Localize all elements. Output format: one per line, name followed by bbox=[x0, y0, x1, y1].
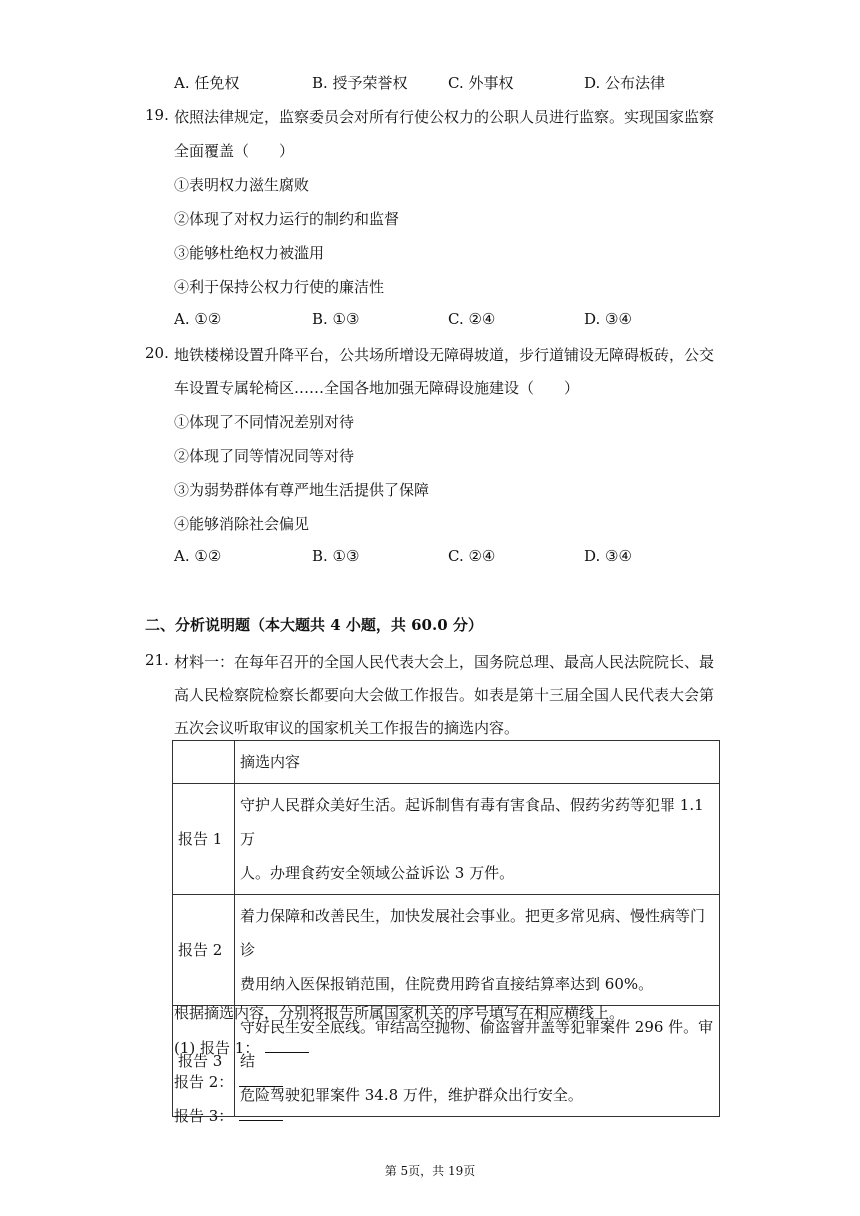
q20-option-b: B. ①③ bbox=[312, 547, 360, 565]
q19-item-4: ④利于保持公权力行使的廉洁性 bbox=[174, 278, 385, 296]
answer-label-3: 报告 3： bbox=[174, 1107, 234, 1125]
page-footer: 第 5页，共 19页 bbox=[384, 1164, 476, 1178]
table-header-cell bbox=[173, 741, 235, 784]
q20-item-4: ④能够消除社会偏见 bbox=[174, 515, 310, 533]
q19-item-1: ①表明权力滋生腐败 bbox=[174, 176, 310, 194]
section-heading: 二、分析说明题（本大题共 4 小题，共 60.0 分） bbox=[145, 616, 483, 634]
q18-option-c: C. 外事权 bbox=[448, 74, 514, 92]
row-label: 报告 3 bbox=[173, 1006, 235, 1117]
answer-blank-2[interactable] bbox=[239, 1072, 283, 1087]
row-label: 报告 2 bbox=[173, 895, 235, 1006]
report-table bbox=[172, 740, 720, 1117]
q18-option-b: B. 授予荣誉权 bbox=[312, 74, 408, 92]
answer-blank-1[interactable] bbox=[265, 1038, 309, 1053]
q20-option-c: C. ②④ bbox=[448, 547, 496, 565]
q19-option-d: D. ③④ bbox=[584, 310, 632, 328]
q20-option-a: A. ①② bbox=[174, 547, 222, 565]
table-header-row bbox=[173, 741, 720, 784]
q19-item-3: ③能够杜绝权力被滥用 bbox=[174, 244, 325, 262]
q20-item-2: ②体现了同等情况同等对待 bbox=[174, 447, 355, 465]
q20-stem-line2: 车设置专属轮椅区……全国各地加强无障碍设施建设（ ） bbox=[174, 379, 580, 397]
q21-material-line1: 材料一：在每年召开的全国人民代表大会上，国务院总理、最高人民法院院长、最 bbox=[174, 653, 715, 671]
q19-stem-line2: 全面覆盖（ ） bbox=[174, 142, 295, 160]
row-content-line: 费用纳入医保报销范围，住院费用跨省直接结算率达到 60%。 bbox=[240, 975, 654, 993]
q18-option-a: A. 任免权 bbox=[174, 74, 240, 92]
answer-label-2: 报告 2： bbox=[174, 1073, 234, 1091]
answer-blank-3[interactable] bbox=[239, 1106, 283, 1121]
q20-option-d: D. ③④ bbox=[584, 547, 632, 565]
row-content-line: 危险驾驶犯罪案件 34.8 万件，维护群众出行安全。 bbox=[240, 1086, 583, 1104]
row-label: 报告 1 bbox=[173, 784, 235, 895]
answer-line-3 bbox=[174, 1105, 283, 1126]
q20-number: 20. bbox=[145, 344, 169, 362]
row-content-line: 人。办理食药安全领域公益诉讼 3 万件。 bbox=[240, 864, 515, 882]
q20-item-3: ③为弱势群体有尊严地生活提供了保障 bbox=[174, 481, 430, 499]
q18-option-d: D. 公布法律 bbox=[584, 74, 666, 92]
row-content bbox=[235, 895, 720, 1006]
q20-item-1: ①体现了不同情况差别对待 bbox=[174, 413, 355, 431]
q19-option-b: B. ①③ bbox=[312, 310, 360, 328]
q19-options bbox=[174, 310, 632, 328]
table-row bbox=[173, 895, 720, 1006]
table-header-cell: 摘选内容 bbox=[235, 741, 720, 784]
row-content bbox=[235, 784, 720, 895]
q19-option-a: A. ①② bbox=[174, 310, 222, 328]
answer-line-1 bbox=[174, 1037, 309, 1058]
q21-instruction: 根据摘选内容，分别将报告所属国家机关的序号填写在相应横线上。 bbox=[174, 1004, 625, 1022]
row-content-line: 着力保障和改善民生，加快发展社会事业。把更多常见病、慢性病等门诊 bbox=[240, 907, 706, 959]
row-content-line: 守护人民群众美好生活。起诉制售有毒有害食品、假药劣药等犯罪 1.1 万 bbox=[240, 796, 704, 848]
q18-options bbox=[174, 72, 665, 93]
q21-material-line2: 高人民检察院检察长都要向大会做工作报告。如表是第十三届全国人民代表大会第 bbox=[174, 686, 715, 704]
q20-stem-line1: 地铁楼梯设置升降平台，公共场所增设无障碍坡道，步行道铺设无障碍板砖，公交 bbox=[174, 346, 715, 364]
q19-number: 19. bbox=[145, 106, 169, 124]
q21-number: 21. bbox=[145, 651, 169, 669]
q19-item-2: ②体现了对权力运行的制约和监督 bbox=[174, 210, 400, 228]
q20-options bbox=[174, 547, 632, 565]
q19-option-c: C. ②④ bbox=[448, 310, 496, 328]
answer-label-1: (1) 报告 1： bbox=[174, 1039, 260, 1057]
q19-stem-line1: 依照法律规定，监察委员会对所有行使公权力的公职人员进行监察。实现国家监察 bbox=[174, 108, 715, 126]
table-row bbox=[173, 784, 720, 895]
row-content-line: 守好民生安全底线。审结高空抛物、偷盗窨井盖等犯罪案件 296 件。审结 bbox=[240, 1018, 714, 1070]
q21-material-line3: 五次会议听取审议的国家机关工作报告的摘选内容。 bbox=[174, 719, 520, 737]
answer-line-2 bbox=[174, 1071, 283, 1092]
